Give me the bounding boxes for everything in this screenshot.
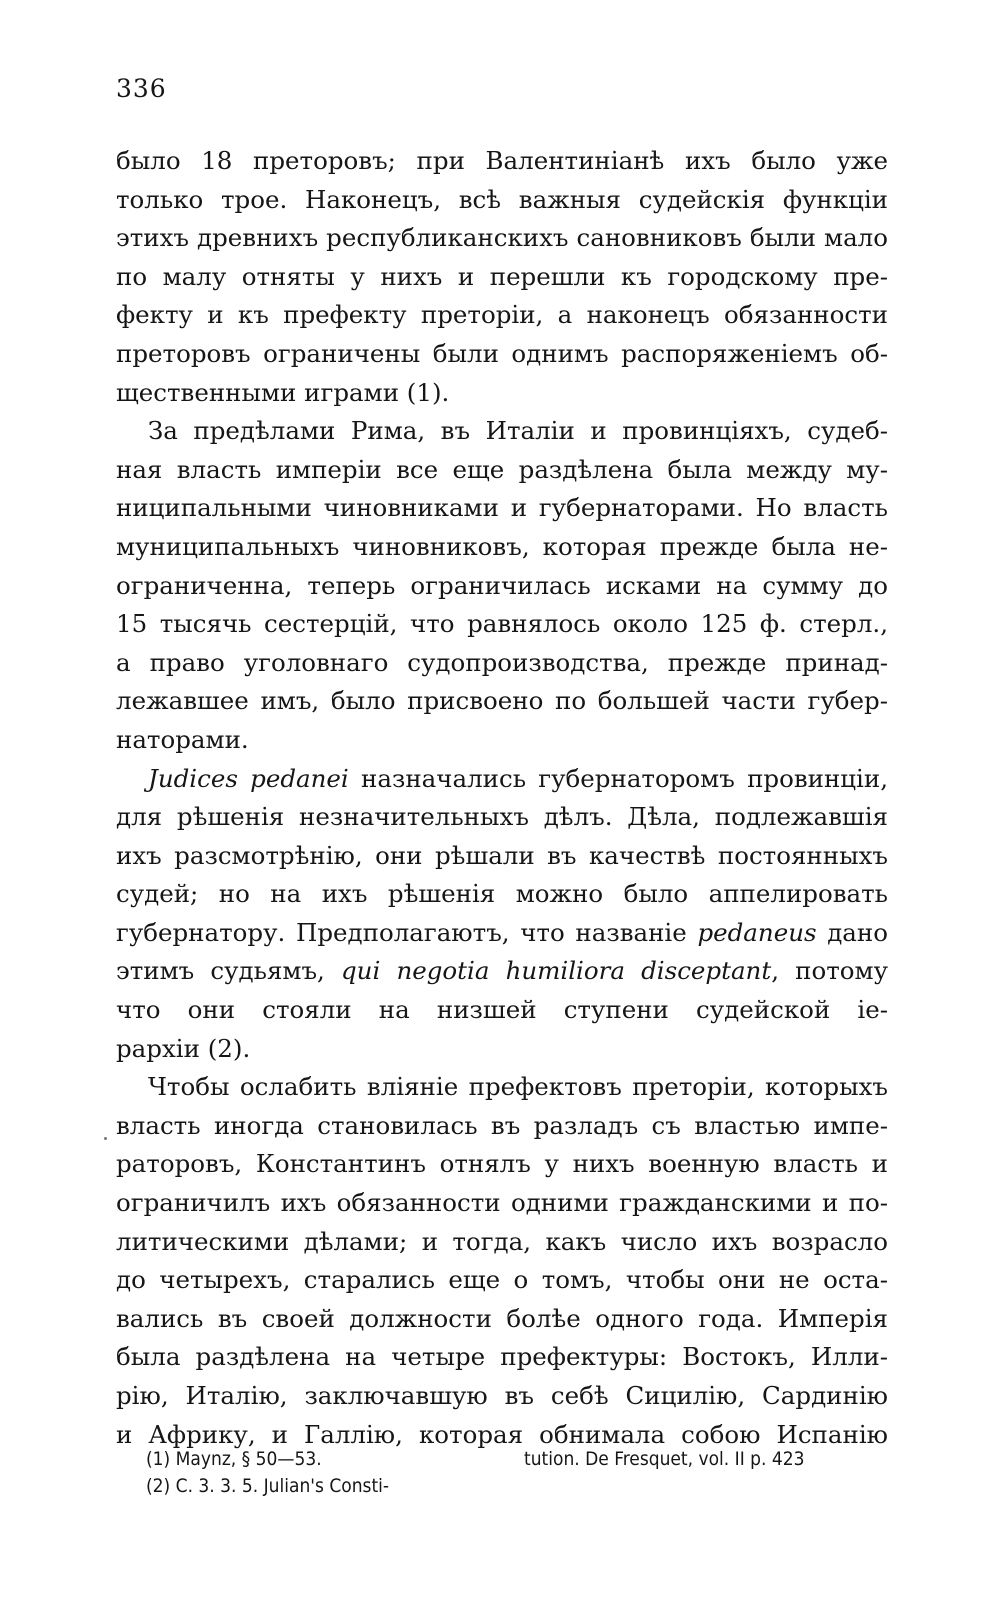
text-line: ограничилъ ихъ обязанности одними гражданскими и по- [116,1188,888,1218]
body-text [116,142,888,1454]
latin-term: pedaneus [697,917,817,947]
text-line: рархіи (2). [116,1033,251,1063]
footnote-1: (1) Maynz, § 50—53. [146,1448,322,1470]
paragraph-3 [116,760,888,1069]
footnote-2-continuation: tution. De Fresquet, vol. II p. 423 [524,1448,805,1470]
text-line: а право уголовнаго судопроизводства, прежде принад- [116,647,888,677]
text-line: губернатору. Предполагаютъ, что названіе pedaneus дано [116,917,888,947]
text-line: раторовъ, Константинъ отнялъ у нихъ военную власть и [116,1149,888,1179]
page-number: 336 [116,74,167,103]
text-line: власть иногда становилась въ разладъ съ властью импе- [116,1110,888,1140]
text-line: За предѣлами Рима, въ Италіи и провинціяхъ, судеб- [148,416,888,446]
text-line: для рѣшенія незначительныхъ дѣлъ. Дѣла, подлежавшія [116,802,888,832]
text-line: что они стояли на низшей ступени судейской іе- [116,995,888,1025]
text-line: литическими дѣлами; и тогда, какъ число ихъ возрасло [116,1226,888,1256]
text-line: была раздѣлена на четыре префектуры: Востокъ, Илли- [116,1342,888,1372]
paragraph-2 [116,412,888,759]
text-line: преторовъ ограничены были однимъ распоряженіемъ об- [116,338,888,368]
text-line: по малу отняты у нихъ и перешли къ городскому пре- [116,261,888,291]
text-line: наторами. [116,724,249,754]
text-line: Judices pedanei назначались губернаторомъ провинціи, [148,763,889,793]
text-line: до четырехъ, старались еще о томъ, чтобы они не оста- [116,1265,888,1295]
text-line: ихъ разсмотрѣнію, они рѣшали въ качествѣ постоянныхъ [116,840,888,870]
latin-term: Judices pedanei [148,763,349,793]
text-line: рію, Италію, заключавшую въ себѣ Сицилію, Сардинію [116,1381,888,1410]
paragraph-1 [116,142,888,412]
text-line: 15 тысячь сестерцій, что равнялось около 125 ф. стерл., [116,609,888,639]
text-line: ная власть имперіи все еще раздѣлена была между му- [116,454,888,484]
text-line: было 18 преторовъ; при Валентиніанѣ ихъ было уже [116,146,888,175]
text-line: ограниченна, теперь ограничилась исками на сумму до [116,570,888,600]
text-line: фекту и къ префекту преторіи, а наконецъ обязанности [116,300,888,330]
text-line: Чтобы ослабить вліяніе префектовъ преторіи, которыхъ [148,1072,888,1102]
text-line: только трое. Наконецъ, всѣ важныя судейскія функціи [116,184,888,214]
text-line: муниципальныхъ чиновниковъ, которая прежде была не- [116,531,888,561]
text-line: лежавшее имъ, было присвоено по большей части губер- [116,686,888,716]
text-line: судей; но на ихъ рѣшенія можно было аппелировать [116,879,888,909]
text-line: ниципальными чиновниками и губернаторами. Но власть [116,493,888,523]
latin-term: qui negotia humiliora disceptant [341,956,772,986]
footnote-row-1 [146,1446,888,1473]
footnote-row-2 [146,1473,888,1500]
footnote-2: (2) С. 3. 3. 5. Julian's Consti- [146,1475,390,1497]
text-line: вались въ своей должности болѣе одного года. Имперія [116,1303,888,1333]
text-line: и Африку, и Галлію, которая обнимала собою Испанію [116,1419,888,1449]
text-line: щественными играми (1). [116,377,450,407]
margin-speck [104,1137,107,1140]
text-line: этихъ древнихъ республиканскихъ сановниковъ были мало [116,223,888,253]
footnotes [146,1446,888,1500]
paragraph-4 [116,1068,888,1454]
text-line: этимъ судьямъ, qui negotia humiliora disceptant, потому [116,956,888,986]
